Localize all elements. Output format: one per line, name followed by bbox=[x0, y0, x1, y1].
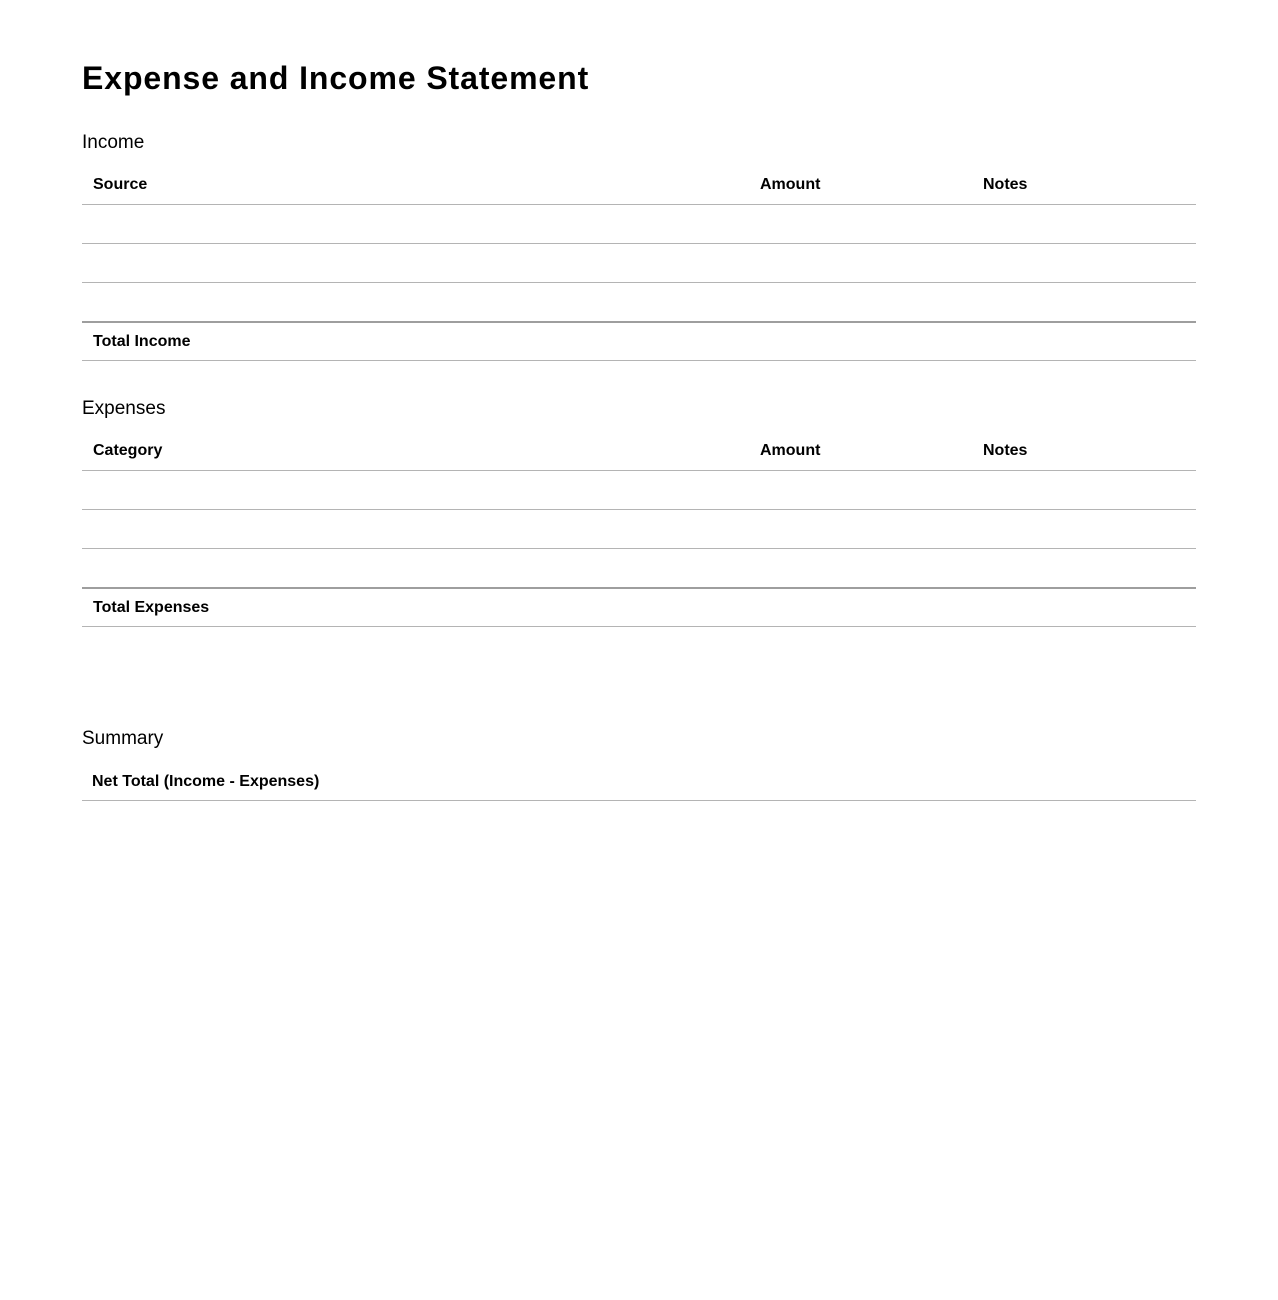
net-total-label: Net Total (Income - Expenses) bbox=[92, 773, 320, 790]
expenses-total-row bbox=[82, 588, 1196, 627]
income-amount-cell[interactable] bbox=[749, 205, 972, 244]
expense-category-cell[interactable] bbox=[82, 510, 749, 549]
total-income-label: Total Income bbox=[82, 322, 749, 361]
expense-notes-cell[interactable] bbox=[972, 471, 1196, 510]
expense-amount-cell[interactable] bbox=[749, 510, 972, 549]
income-row bbox=[82, 244, 1196, 283]
expense-amount-cell[interactable] bbox=[749, 471, 972, 510]
total-income-amount[interactable] bbox=[749, 322, 972, 361]
income-source-cell[interactable] bbox=[82, 283, 749, 323]
income-notes-cell[interactable] bbox=[972, 205, 1196, 244]
income-amount-cell[interactable] bbox=[749, 244, 972, 283]
expenses-notes-header: Notes bbox=[972, 432, 1196, 471]
income-source-cell[interactable] bbox=[82, 244, 749, 283]
total-expenses-notes[interactable] bbox=[972, 588, 1196, 627]
income-notes-cell[interactable] bbox=[972, 283, 1196, 323]
income-heading: Income bbox=[82, 132, 145, 153]
income-header-row bbox=[82, 166, 1196, 205]
income-notes-cell[interactable] bbox=[972, 244, 1196, 283]
expense-category-cell[interactable] bbox=[82, 471, 749, 510]
income-amount-cell[interactable] bbox=[749, 283, 972, 323]
income-source-header: Source bbox=[82, 166, 749, 205]
income-row bbox=[82, 283, 1196, 323]
income-source-cell[interactable] bbox=[82, 205, 749, 244]
income-amount-header: Amount bbox=[749, 166, 972, 205]
expense-row bbox=[82, 549, 1196, 589]
page-title: Expense and Income Statement bbox=[82, 60, 590, 96]
income-row bbox=[82, 205, 1196, 244]
total-income-notes[interactable] bbox=[972, 322, 1196, 361]
expenses-heading: Expenses bbox=[82, 398, 166, 419]
income-notes-header: Notes bbox=[972, 166, 1196, 205]
income-total-row bbox=[82, 322, 1196, 361]
expenses-category-header: Category bbox=[82, 432, 749, 471]
expense-notes-cell[interactable] bbox=[972, 510, 1196, 549]
total-expenses-amount[interactable] bbox=[749, 588, 972, 627]
expenses-table bbox=[82, 432, 1196, 627]
total-expenses-label: Total Expenses bbox=[82, 588, 749, 627]
net-total-row bbox=[82, 763, 1196, 801]
expenses-header-row bbox=[82, 432, 1196, 471]
expense-category-cell[interactable] bbox=[82, 549, 749, 589]
expense-notes-cell[interactable] bbox=[972, 549, 1196, 589]
summary-heading: Summary bbox=[82, 728, 164, 749]
expense-row bbox=[82, 510, 1196, 549]
expenses-amount-header: Amount bbox=[749, 432, 972, 471]
expense-amount-cell[interactable] bbox=[749, 549, 972, 589]
expense-row bbox=[82, 471, 1196, 510]
income-table bbox=[82, 166, 1196, 361]
